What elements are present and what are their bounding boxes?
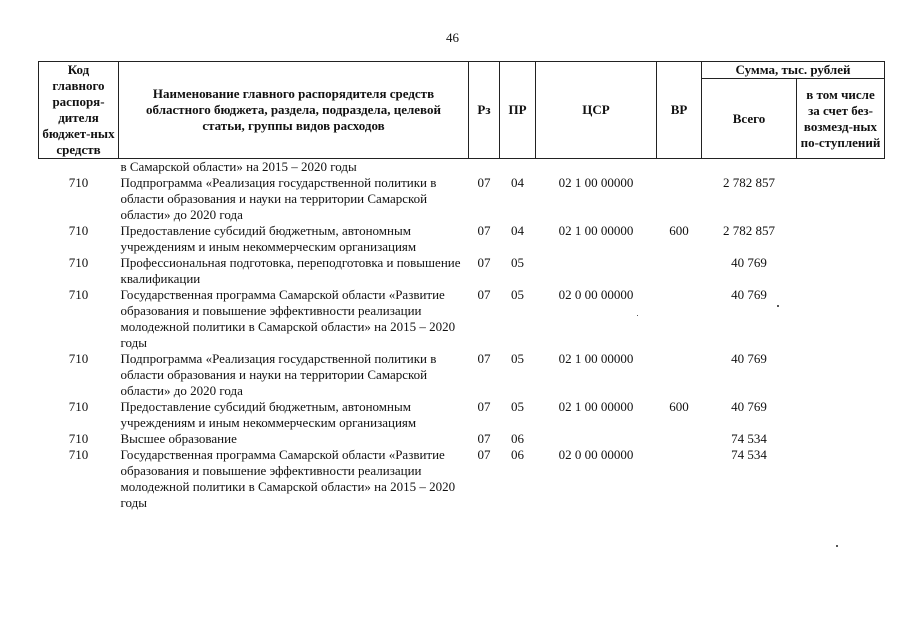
cell-csr: 02 0 00 00000: [558, 447, 634, 462]
cell-free: [797, 223, 885, 255]
cell-csr: [536, 159, 657, 176]
cell-csr: 02 1 00 00000: [558, 351, 634, 366]
cell-total: [702, 159, 797, 176]
cell-name: Государственная программа Самарской области «Развитие образования и повышение эффективности реализации молодежной политики в Самарской области» на 2015 – 2020 годы: [120, 287, 456, 350]
cell-rz: 07: [477, 447, 491, 462]
cell-rz: 07: [477, 223, 491, 238]
cell-csr: 02 0 00 00000: [558, 287, 634, 302]
cell-pr: 04: [511, 223, 524, 238]
table-row: [39, 223, 885, 255]
header-free: в том числе за счет без-возмезд-ных по-ступлений: [797, 79, 885, 159]
header-csr: ЦСР: [536, 62, 657, 159]
cell-name: Подпрограмма «Реализация государственной политики в области образования и науки на территории Самарской области» до 2020 года: [120, 351, 437, 398]
cell-free: [797, 447, 885, 511]
cell-csr: 02 1 00 00000: [558, 175, 634, 190]
cell-name: Предоставление субсидий бюджетным, автономным учреждениям и иным некоммерческим организациям: [120, 399, 417, 430]
table-row: [39, 431, 885, 447]
cell-pr: 05: [511, 255, 524, 270]
cell-vr: [657, 447, 702, 511]
cell-total: 40 769: [731, 255, 767, 270]
table-row: [39, 351, 885, 399]
cell-total: 74 534: [731, 447, 767, 462]
table-row: [39, 399, 885, 431]
page-number: 46: [446, 30, 459, 45]
cell-pr: 05: [511, 351, 524, 366]
header-vr: ВР: [657, 62, 702, 159]
cell-rz: [469, 159, 500, 176]
cell-pr: 05: [511, 287, 524, 302]
cell-rz: 07: [477, 431, 491, 446]
header-code: Код главного распоря-дителя бюджет-ных средств: [39, 62, 119, 159]
cell-pr: 06: [511, 447, 524, 462]
cell-free: [797, 159, 885, 176]
cell-free: [797, 399, 885, 431]
header-total: Всего: [702, 79, 797, 159]
cell-name: Подпрограмма «Реализация государственной политики в области образования и науки на территории Самарской области» до 2020 года: [120, 175, 437, 222]
cell-total: 40 769: [731, 399, 767, 414]
scan-speck: [836, 545, 838, 547]
cell-total: 40 769: [731, 287, 767, 302]
cell-pr: 06: [511, 431, 524, 446]
cell-code: 710: [68, 255, 89, 270]
cell-vr: [657, 351, 702, 399]
cell-free: [797, 351, 885, 399]
header-sum-group: Сумма, тыс. рублей: [702, 62, 885, 79]
table-header: [39, 62, 885, 159]
cell-name: Государственная программа Самарской области «Развитие образования и повышение эффективности реализации молодежной политики в Самарской области» на 2015 – 2020 годы: [120, 447, 456, 510]
cell-total: 2 782 857: [723, 175, 775, 190]
cell-code: 710: [68, 351, 89, 366]
table-row: [39, 175, 885, 223]
cell-pr: 05: [511, 399, 524, 414]
cell-rz: 07: [477, 351, 491, 366]
cell-free: [797, 431, 885, 447]
cell-free: [797, 287, 885, 351]
cell-rz: 07: [477, 175, 491, 190]
header-rz: Рз: [469, 62, 500, 159]
cell-csr: [536, 255, 657, 287]
cell-pr: 04: [511, 175, 524, 190]
cell-rz: 07: [477, 255, 491, 270]
cell-code: [39, 159, 119, 176]
table-row: [39, 159, 885, 176]
cell-csr: 02 1 00 00000: [558, 399, 634, 414]
budget-table: [38, 61, 885, 511]
cell-code: 710: [68, 287, 89, 302]
scan-speck: [777, 305, 779, 307]
cell-rz: 07: [477, 399, 491, 414]
header-pr: ПР: [500, 62, 536, 159]
cell-vr: [657, 255, 702, 287]
table-row: [39, 255, 885, 287]
cell-name: в Самарской области» на 2015 – 2020 годы: [120, 159, 357, 174]
cell-vr: [657, 159, 702, 176]
cell-pr: [500, 159, 536, 176]
cell-total: 74 534: [731, 431, 767, 446]
cell-free: [797, 175, 885, 223]
cell-vr: 600: [669, 399, 689, 414]
cell-rz: 07: [477, 287, 491, 302]
cell-vr: [657, 287, 702, 351]
cell-code: 710: [68, 399, 89, 414]
cell-code: 710: [68, 175, 89, 190]
cell-name: Высшее образование: [120, 431, 237, 446]
cell-csr: 02 1 00 00000: [558, 223, 634, 238]
scan-speck: [637, 315, 638, 316]
header-name: Наименование главного распорядителя средств областного бюджета, раздела, подраздела, целевой статьи, группы видов расходов: [119, 62, 469, 159]
table-row: [39, 287, 885, 351]
cell-code: 710: [68, 223, 89, 238]
cell-vr: [657, 175, 702, 223]
cell-name: Предоставление субсидий бюджетным, автономным учреждениям и иным некоммерческим организациям: [120, 223, 417, 254]
cell-csr: [536, 431, 657, 447]
cell-code: 710: [68, 431, 89, 446]
cell-code: 710: [68, 447, 89, 462]
cell-vr: 600: [669, 223, 689, 238]
cell-total: 2 782 857: [723, 223, 775, 238]
cell-vr: [657, 431, 702, 447]
cell-name: Профессиональная подготовка, переподготовка и повышение квалификации: [120, 255, 461, 286]
table-body: [39, 159, 885, 512]
table-row: [39, 447, 885, 511]
cell-total: 40 769: [731, 351, 767, 366]
cell-free: [797, 255, 885, 287]
